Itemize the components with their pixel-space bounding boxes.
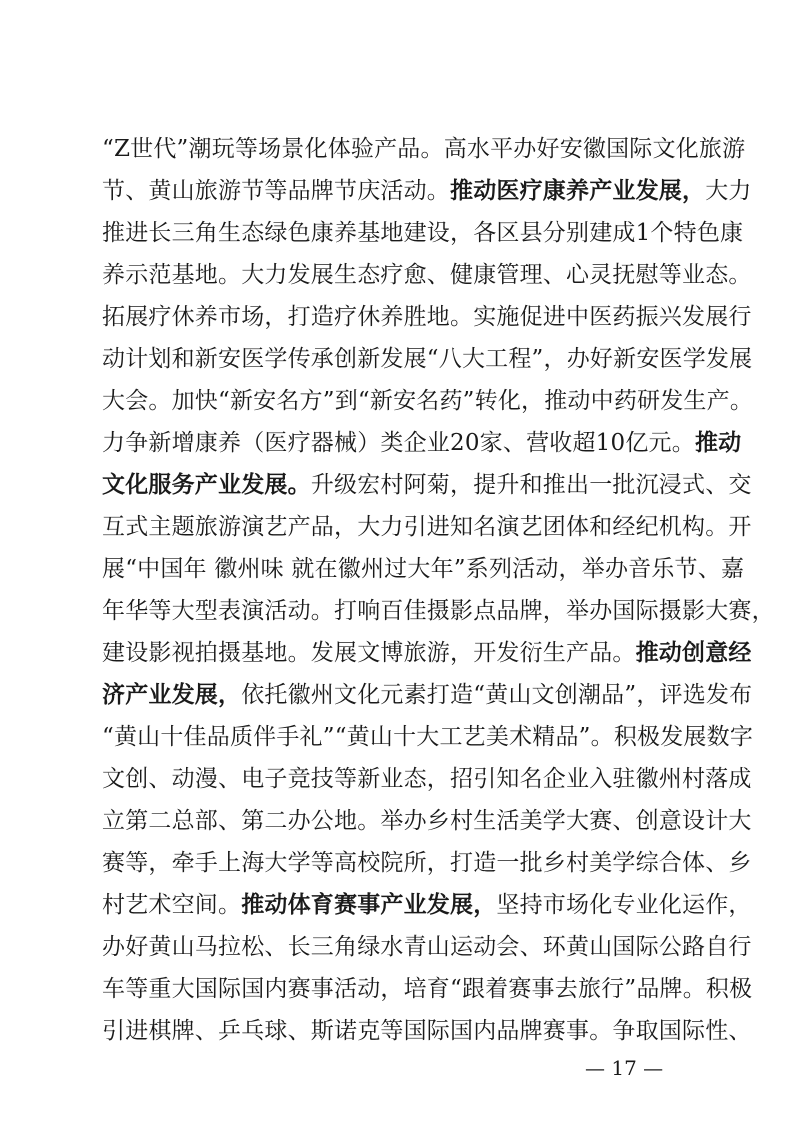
text-line <box>102 759 752 799</box>
text-line <box>102 339 753 379</box>
text-run: 年华等大型表演活动。打响百佳摄影点品牌，举办国际摄影大赛， <box>102 598 775 624</box>
text-line <box>102 927 752 967</box>
text-line <box>102 465 752 505</box>
text-line <box>102 213 744 253</box>
text-run: “黄山十佳品质伴手礼”“黄山十大工艺美术精品”。积极发展数字 <box>102 724 754 750</box>
text-run: 推进长三角生态绿色康养基地建设，各区县分别建成1个特色康 <box>102 220 744 246</box>
bold-heading-run: 济产业发展， <box>102 682 242 708</box>
text-line <box>102 675 753 715</box>
text-run: 节、黄山旅游节等品牌节庆活动。 <box>102 178 450 204</box>
text-line <box>102 843 752 883</box>
bold-heading-run: 推动医疗康养产业发展， <box>450 178 706 204</box>
text-run: 动计划和新安医学传承创新发展“八大工程”，办好新安医学发展 <box>102 346 753 372</box>
text-run: 力争新增康养（医疗器械）类企业20家、营收超10亿元。 <box>102 430 695 456</box>
text-line <box>102 507 752 547</box>
bold-heading-run: 推动 <box>694 430 742 456</box>
text-run: 车等重大国际国内赛事活动，培育“跟着赛事去旅行”品牌。积极 <box>102 976 753 1002</box>
text-line <box>102 129 746 169</box>
bold-heading-run: 文化服务产业发展。 <box>102 472 311 498</box>
text-line <box>102 423 742 463</box>
text-run: 立第二总部、第二办公地。举办乡村生活美学大赛、创意设计大 <box>102 808 752 834</box>
text-run: 坚持市场化专业化运作， <box>496 892 752 918</box>
text-line <box>102 633 752 673</box>
text-line <box>102 297 752 337</box>
text-run: 大会。加快“新安名方”到“新安名药”转化，推动中药研发生产。 <box>102 388 754 414</box>
text-line <box>102 801 752 841</box>
text-run: 拓展疗休养市场，打造疗休养胜地。实施促进中医药振兴发展行 <box>102 304 752 330</box>
text-line <box>102 549 745 589</box>
text-line <box>102 717 754 757</box>
text-line <box>102 1011 752 1051</box>
text-line <box>102 969 753 1009</box>
bold-heading-run: 推动创意经 <box>635 640 752 666</box>
text-run: 引进棋牌、乒乓球、斯诺克等国际国内品牌赛事。争取国际性、 <box>102 1018 752 1044</box>
text-run: “Z世代”潮玩等场景化体验产品。高水平办好安徽国际文化旅游 <box>102 136 746 162</box>
bold-heading-run: 推动体育赛事产业发展， <box>241 892 497 918</box>
text-run: 大力 <box>705 178 752 204</box>
text-line <box>102 171 752 211</box>
text-run: 办好黄山马拉松、长三角绿水青山运动会、环黄山国际公路自行 <box>102 934 752 960</box>
text-line <box>102 591 775 631</box>
text-run: 养示范基地。大力发展生态疗愈、健康管理、心灵抚慰等业态。 <box>102 262 752 288</box>
text-run: 展“中国年 徽州味 就在徽州过大年”系列活动，举办音乐节、嘉 <box>102 556 745 582</box>
text-line <box>102 885 752 925</box>
text-run: 村艺术空间。 <box>102 892 242 918</box>
text-line <box>102 255 752 295</box>
text-line <box>102 381 754 421</box>
page-number: — 17 — <box>585 1056 664 1080</box>
text-run: 文创、动漫、电子竞技等新业态，招引知名企业入驻徽州村落成 <box>102 766 752 792</box>
text-run: 互式主题旅游演艺产品，大力引进知名演艺团体和经纪机构。开 <box>102 514 752 540</box>
text-run: 依托徽州文化元素打造“黄山文创潮品”，评选发布 <box>241 682 753 708</box>
text-run: 建设影视拍摄基地。发展文博旅游，开发衍生产品。 <box>102 640 636 666</box>
text-run: 升级宏村阿菊，提升和推出一批沉浸式、交 <box>310 472 752 498</box>
text-run: 赛等，牵手上海大学等高校院所，打造一批乡村美学综合体、乡 <box>102 850 752 876</box>
